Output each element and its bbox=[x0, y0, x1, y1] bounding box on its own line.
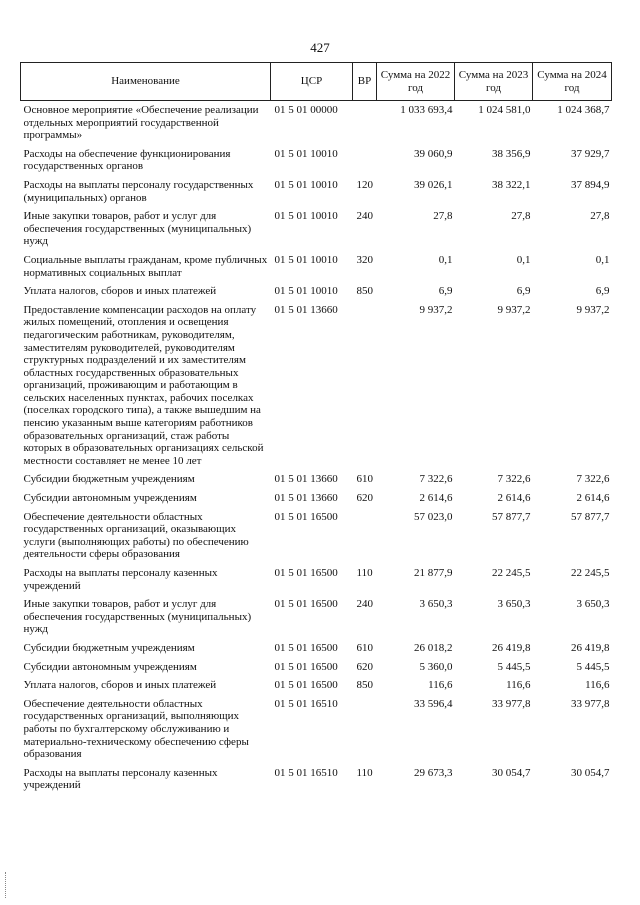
cell-name: Субсидии автономным учреждениям bbox=[23, 660, 197, 673]
cell-name: Расходы на выплаты персоналу государственных (муниципальных) органов bbox=[23, 178, 254, 204]
cell-sum-2024: 0,1 bbox=[595, 253, 610, 266]
cell-csr: 01 5 01 13660 bbox=[274, 303, 338, 316]
cell-name: Обеспечение деятельности областных государственных организаций, оказывающих услуги (выполняющих работы) по обеспечению деятельности сферы образования bbox=[23, 510, 249, 561]
cell-name: Расходы на выплаты персоналу казенных учреждений bbox=[23, 766, 218, 792]
cell-sum-2024: 27,8 bbox=[590, 210, 610, 223]
cell-name: Субсидии автономным учреждениям bbox=[23, 492, 197, 505]
cell-vr: 620 bbox=[356, 660, 373, 673]
cell-sum-2022: 3 650,3 bbox=[419, 598, 453, 611]
cell-csr: 01 5 01 10010 bbox=[274, 178, 338, 191]
table-row bbox=[21, 764, 612, 795]
cell-name: Иные закупки товаров, работ и услуг для обеспечения государственных (муниципальных) нужд bbox=[23, 598, 252, 636]
cell-csr: 01 5 01 16500 bbox=[274, 679, 338, 692]
cell-csr: 01 5 01 13660 bbox=[274, 473, 338, 486]
cell-csr: 01 5 01 16500 bbox=[274, 641, 338, 654]
cell-sum-2024: 30 054,7 bbox=[571, 766, 610, 779]
cell-csr: 01 5 01 10010 bbox=[274, 253, 338, 266]
cell-csr: 01 5 01 10010 bbox=[274, 210, 338, 223]
cell-sum-2023: 9 937,2 bbox=[497, 303, 531, 316]
cell-sum-2024: 22 245,5 bbox=[571, 567, 610, 579]
cell-name: Предоставление компенсации расходов на оплату жилых помещений, отопления и освещения педагогическим работникам, руководителям, заместителям руководителей, руководителям структурных подразделений и их заместителям областных государственных образовательных организаций, проживающим и работающим в сельских населенных пунктах, рабочих поселках (поселках городского типа), а также вышедшим на пенсию указанным выше категориям работников образовательных организаций, стаж работы которых в образовательных организациях сельской местности составляет не менее 10 лет bbox=[23, 303, 264, 467]
cell-name: Субсидии бюджетным учреждениям bbox=[23, 473, 195, 486]
cell-sum-2023: 3 650,3 bbox=[497, 598, 531, 611]
table-row bbox=[21, 676, 612, 695]
header-sum-2022: Сумма на 2022 год bbox=[377, 63, 455, 101]
table-body bbox=[21, 101, 612, 795]
cell-sum-2022: 1 033 693,4 bbox=[400, 104, 453, 116]
cell-vr: 240 bbox=[356, 210, 373, 223]
cell-sum-2023: 22 245,5 bbox=[492, 567, 531, 579]
cell-sum-2022: 6,9 bbox=[438, 285, 453, 298]
cell-name: Обеспечение деятельности областных государственных организаций, выполняющих работы по бухгалтерскому обслуживанию и материально-техническому обеспечению сферы образования bbox=[23, 697, 249, 761]
cell-sum-2024: 3 650,3 bbox=[576, 598, 610, 611]
cell-sum-2022: 57 023,0 bbox=[414, 510, 453, 523]
table-row bbox=[21, 207, 612, 251]
cell-csr: 01 5 01 10010 bbox=[274, 285, 338, 298]
cell-sum-2024: 37 929,7 bbox=[571, 147, 610, 160]
cell-vr: 850 bbox=[356, 285, 373, 298]
page-number: 427 bbox=[310, 40, 330, 55]
table-row bbox=[21, 282, 612, 301]
cell-sum-2024: 26 419,8 bbox=[571, 641, 610, 654]
cell-sum-2022: 0,1 bbox=[438, 253, 453, 266]
table-row bbox=[21, 658, 612, 677]
cell-sum-2022: 29 673,3 bbox=[414, 766, 453, 779]
cell-sum-2024: 116,6 bbox=[585, 679, 610, 692]
cell-sum-2022: 27,8 bbox=[433, 210, 453, 223]
header-sum-2024: Сумма на 2024 год bbox=[533, 63, 612, 101]
cell-name: Иные закупки товаров, работ и услуг для обеспечения государственных (муниципальных) нужд bbox=[23, 210, 252, 248]
cell-sum-2022: 26 018,2 bbox=[414, 641, 453, 654]
cell-vr bbox=[353, 695, 377, 764]
cell-sum-2023: 5 445,5 bbox=[497, 660, 531, 673]
cell-csr: 01 5 01 00000 bbox=[274, 104, 338, 116]
scan-artifact bbox=[5, 872, 7, 898]
cell-csr: 01 5 01 16510 bbox=[274, 766, 338, 779]
cell-csr: 01 5 01 16500 bbox=[274, 598, 338, 611]
cell-csr: 01 5 01 16500 bbox=[274, 660, 338, 673]
cell-vr: 620 bbox=[356, 492, 373, 505]
table-row bbox=[21, 145, 612, 176]
cell-sum-2023: 0,1 bbox=[516, 253, 531, 266]
header-name: Наименование bbox=[21, 63, 271, 101]
cell-vr bbox=[353, 301, 377, 471]
cell-sum-2023: 1 024 581,0 bbox=[478, 104, 531, 116]
table-row bbox=[21, 301, 612, 471]
cell-vr bbox=[353, 508, 377, 564]
table-row bbox=[21, 595, 612, 639]
cell-vr: 850 bbox=[356, 679, 373, 692]
header-sum-2023: Сумма на 2023 год bbox=[455, 63, 533, 101]
cell-sum-2024: 9 937,2 bbox=[576, 303, 610, 316]
table-header-row bbox=[21, 63, 612, 101]
cell-sum-2023: 116,6 bbox=[506, 679, 531, 692]
table-row bbox=[21, 489, 612, 508]
cell-vr bbox=[353, 145, 377, 176]
cell-sum-2023: 6,9 bbox=[516, 285, 531, 298]
table-row bbox=[21, 564, 612, 595]
cell-sum-2023: 38 356,9 bbox=[492, 147, 531, 160]
cell-sum-2023: 57 877,7 bbox=[492, 510, 531, 523]
cell-sum-2022: 9 937,2 bbox=[419, 303, 453, 316]
cell-csr: 01 5 01 16500 bbox=[274, 510, 338, 523]
cell-sum-2022: 116,6 bbox=[428, 679, 453, 692]
cell-sum-2023: 38 322,1 bbox=[492, 178, 531, 191]
cell-name: Основное мероприятие «Обеспечение реализации отдельных мероприятий государственной программы» bbox=[23, 104, 259, 142]
cell-sum-2023: 27,8 bbox=[511, 210, 531, 223]
cell-sum-2023: 30 054,7 bbox=[492, 766, 531, 779]
cell-name: Субсидии бюджетным учреждениям bbox=[23, 641, 195, 654]
cell-sum-2024: 6,9 bbox=[595, 285, 610, 298]
table-row bbox=[21, 508, 612, 564]
cell-csr: 01 5 01 16500 bbox=[274, 567, 338, 579]
cell-vr: 120 bbox=[356, 178, 373, 191]
cell-vr: 610 bbox=[356, 473, 373, 486]
cell-csr: 01 5 01 13660 bbox=[274, 492, 338, 505]
cell-sum-2024: 37 894,9 bbox=[571, 178, 610, 191]
cell-name: Социальные выплаты гражданам, кроме публичных нормативных социальных выплат bbox=[23, 253, 268, 279]
cell-vr: 320 bbox=[356, 253, 373, 266]
table-row bbox=[21, 639, 612, 658]
cell-sum-2022: 7 322,6 bbox=[419, 473, 453, 486]
table-row bbox=[21, 101, 612, 145]
cell-name: Расходы на обеспечение функционирования государственных органов bbox=[23, 147, 231, 173]
cell-vr: 610 bbox=[356, 641, 373, 654]
cell-sum-2022: 5 360,0 bbox=[419, 660, 453, 673]
table-row bbox=[21, 251, 612, 282]
cell-name: Расходы на выплаты персоналу казенных учреждений bbox=[23, 567, 218, 592]
cell-sum-2022: 2 614,6 bbox=[419, 492, 453, 505]
cell-vr: 110 bbox=[356, 567, 373, 579]
cell-sum-2023: 26 419,8 bbox=[492, 641, 531, 654]
cell-csr: 01 5 01 10010 bbox=[274, 147, 338, 160]
table-row bbox=[21, 470, 612, 489]
cell-vr bbox=[353, 101, 377, 145]
cell-name: Уплата налогов, сборов и иных платежей bbox=[23, 285, 217, 298]
table-row bbox=[21, 695, 612, 764]
cell-csr: 01 5 01 16510 bbox=[274, 697, 338, 710]
cell-sum-2024: 2 614,6 bbox=[576, 492, 610, 505]
cell-vr: 240 bbox=[356, 598, 373, 611]
cell-sum-2022: 21 877,9 bbox=[414, 567, 453, 579]
budget-table bbox=[20, 62, 612, 795]
cell-name: Уплата налогов, сборов и иных платежей bbox=[23, 679, 217, 692]
cell-sum-2024: 7 322,6 bbox=[576, 473, 610, 486]
cell-sum-2022: 39 060,9 bbox=[414, 147, 453, 160]
cell-sum-2024: 1 024 368,7 bbox=[557, 104, 610, 116]
cell-sum-2024: 33 977,8 bbox=[571, 697, 610, 710]
table-row bbox=[21, 176, 612, 207]
cell-sum-2023: 33 977,8 bbox=[492, 697, 531, 710]
cell-sum-2023: 2 614,6 bbox=[497, 492, 531, 505]
cell-sum-2022: 33 596,4 bbox=[414, 697, 453, 710]
cell-sum-2024: 57 877,7 bbox=[571, 510, 610, 523]
header-vr: ВР bbox=[353, 63, 377, 101]
cell-sum-2023: 7 322,6 bbox=[497, 473, 531, 486]
cell-vr: 110 bbox=[356, 766, 373, 779]
cell-sum-2022: 39 026,1 bbox=[414, 178, 453, 191]
header-csr: ЦСР bbox=[271, 63, 353, 101]
cell-sum-2024: 5 445,5 bbox=[576, 660, 610, 673]
